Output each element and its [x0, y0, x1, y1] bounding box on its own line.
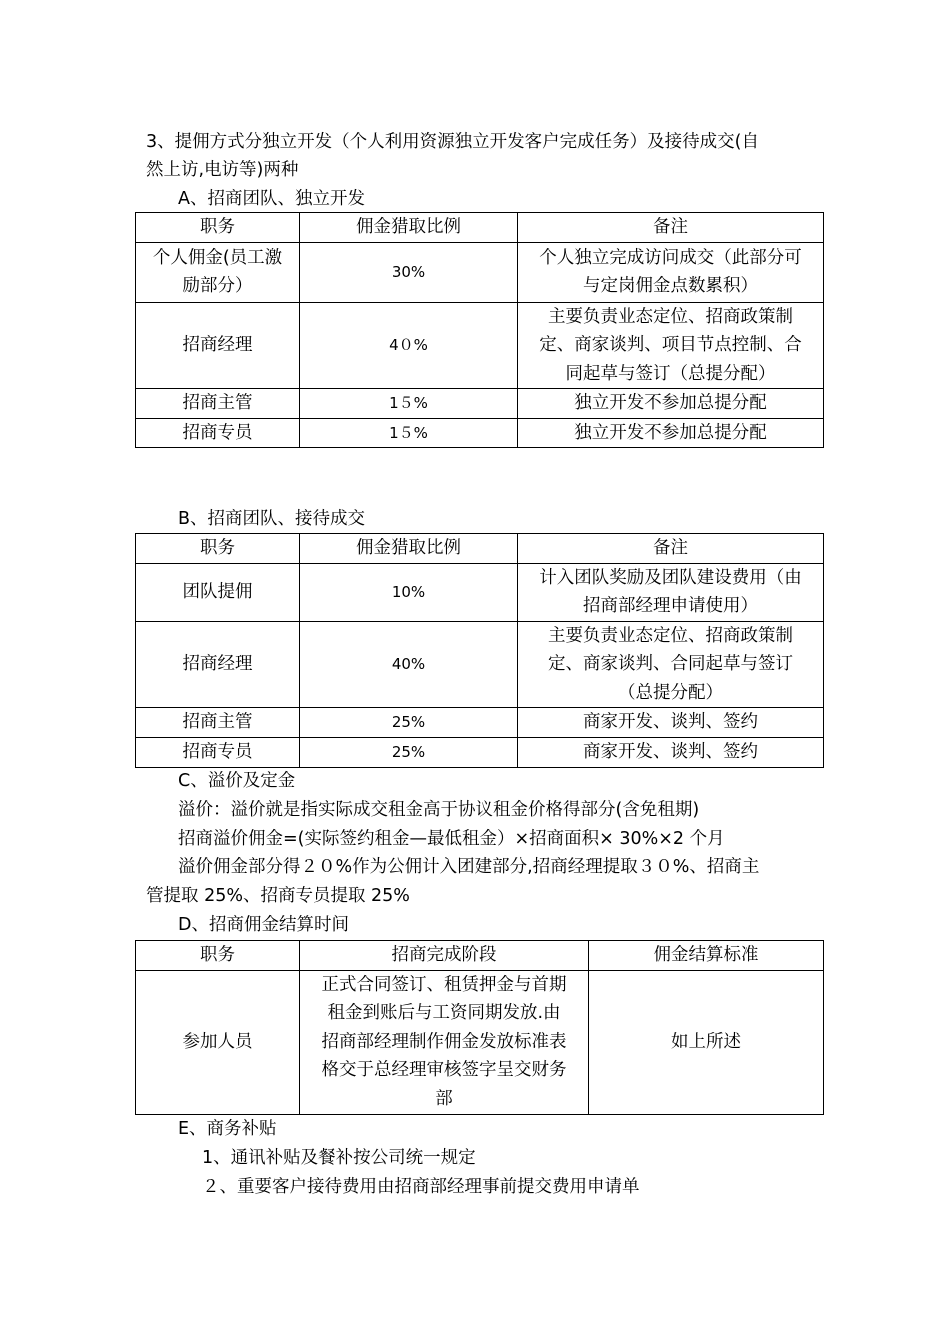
- section-d-title: D、招商佣金结算时间: [178, 915, 349, 935]
- table-b: [135, 533, 824, 768]
- premium-split-line-1: 溢价佣金部分得２０%作为公佣计入团建部分,招商经理提取３０%、招商主: [178, 857, 760, 877]
- table-row: [136, 242, 824, 302]
- table-row: [136, 970, 824, 1114]
- header-note: 备注: [518, 534, 824, 564]
- subsidy-item-1: 1、通讯补贴及餐补按公司统一规定: [202, 1148, 476, 1168]
- header-role: 职务: [136, 213, 300, 243]
- section-e-title: E、商务补贴: [178, 1119, 277, 1139]
- premium-formula: 招商溢价佣金=(实际签约租金—最低租金）×招商面积× 30%×2 个月: [178, 829, 725, 849]
- note-cell: 主要负责业态定位、招商政策制 定、商家谈判、项目节点控制、合 同起草与签订（总提分配）: [518, 302, 824, 389]
- role-cell: 团队提佣: [136, 563, 300, 621]
- ratio-cell: 25%: [300, 708, 518, 738]
- intro-line-1: 3、提佣方式分独立开发（个人利用资源独立开发客户完成任务）及接待成交(自: [146, 132, 759, 152]
- role-cell: 招商经理: [136, 621, 300, 708]
- table-a: [135, 212, 824, 448]
- note-cell: 商家开发、谈判、签约: [518, 708, 824, 738]
- header-role: 职务: [136, 534, 300, 564]
- subsidy-item-2: ２、重要客户接待费用由招商部经理事前提交费用申请单: [202, 1177, 640, 1197]
- section-a-title: A、招商团队、独立开发: [178, 189, 365, 209]
- role-cell: 个人佣金(员工激 励部分）: [136, 242, 300, 302]
- ratio-cell: 30%: [300, 242, 518, 302]
- role-cell: 参加人员: [136, 970, 300, 1114]
- header-ratio: 佣金猎取比例: [300, 534, 518, 564]
- ratio-cell: 1５%: [300, 418, 518, 448]
- ratio-cell: 10%: [300, 563, 518, 621]
- table-row: [136, 563, 824, 621]
- ratio-cell: 4０%: [300, 302, 518, 389]
- note-cell: 计入团队奖励及团队建设费用（由 招商部经理申请使用）: [518, 563, 824, 621]
- ratio-cell: 40%: [300, 621, 518, 708]
- header-ratio: 佣金猎取比例: [300, 213, 518, 243]
- note-cell: 独立开发不参加总提分配: [518, 418, 824, 448]
- note-cell: 个人独立完成访问成交（此部分可 与定岗佣金点数累积）: [518, 242, 824, 302]
- header-note: 备注: [518, 213, 824, 243]
- role-cell: 招商专员: [136, 418, 300, 448]
- header-role: 职务: [136, 941, 300, 971]
- note-cell: 主要负责业态定位、招商政策制 定、商家谈判、合同起草与签订 （总提分配）: [518, 621, 824, 708]
- table-row: [136, 621, 824, 708]
- role-cell: 招商专员: [136, 738, 300, 768]
- table-row: [136, 302, 824, 389]
- ratio-cell: 1５%: [300, 389, 518, 419]
- section-b-title: B、招商团队、接待成交: [178, 509, 366, 529]
- table-a-header-row: [136, 213, 824, 243]
- table-b-header-row: [136, 534, 824, 564]
- role-cell: 招商主管: [136, 708, 300, 738]
- table-d: [135, 940, 824, 1115]
- table-row: [136, 738, 824, 768]
- premium-split-line-2: 管提取 25%、招商专员提取 25%: [146, 886, 410, 906]
- table-row: [136, 418, 824, 448]
- table-row: [136, 389, 824, 419]
- standard-cell: 如上所述: [589, 970, 824, 1114]
- ratio-cell: 25%: [300, 738, 518, 768]
- table-d-header-row: [136, 941, 824, 971]
- note-cell: 商家开发、谈判、签约: [518, 738, 824, 768]
- header-standard: 佣金结算标准: [589, 941, 824, 971]
- stage-cell: 正式合同签订、租赁押金与首期 租金到账后与工资同期发放.由 招商部经理制作佣金发放标准表 格交于总经理审核签字呈交财务 部: [300, 970, 589, 1114]
- role-cell: 招商主管: [136, 389, 300, 419]
- intro-line-2: 然上访,电访等)两种: [146, 160, 299, 180]
- note-cell: 独立开发不参加总提分配: [518, 389, 824, 419]
- table-row: [136, 708, 824, 738]
- header-stage: 招商完成阶段: [300, 941, 589, 971]
- premium-definition: 溢价：溢价就是指实际成交租金高于协议租金价格得部分(含免租期): [178, 800, 700, 820]
- section-c-title: C、溢价及定金: [178, 771, 296, 791]
- role-cell: 招商经理: [136, 302, 300, 389]
